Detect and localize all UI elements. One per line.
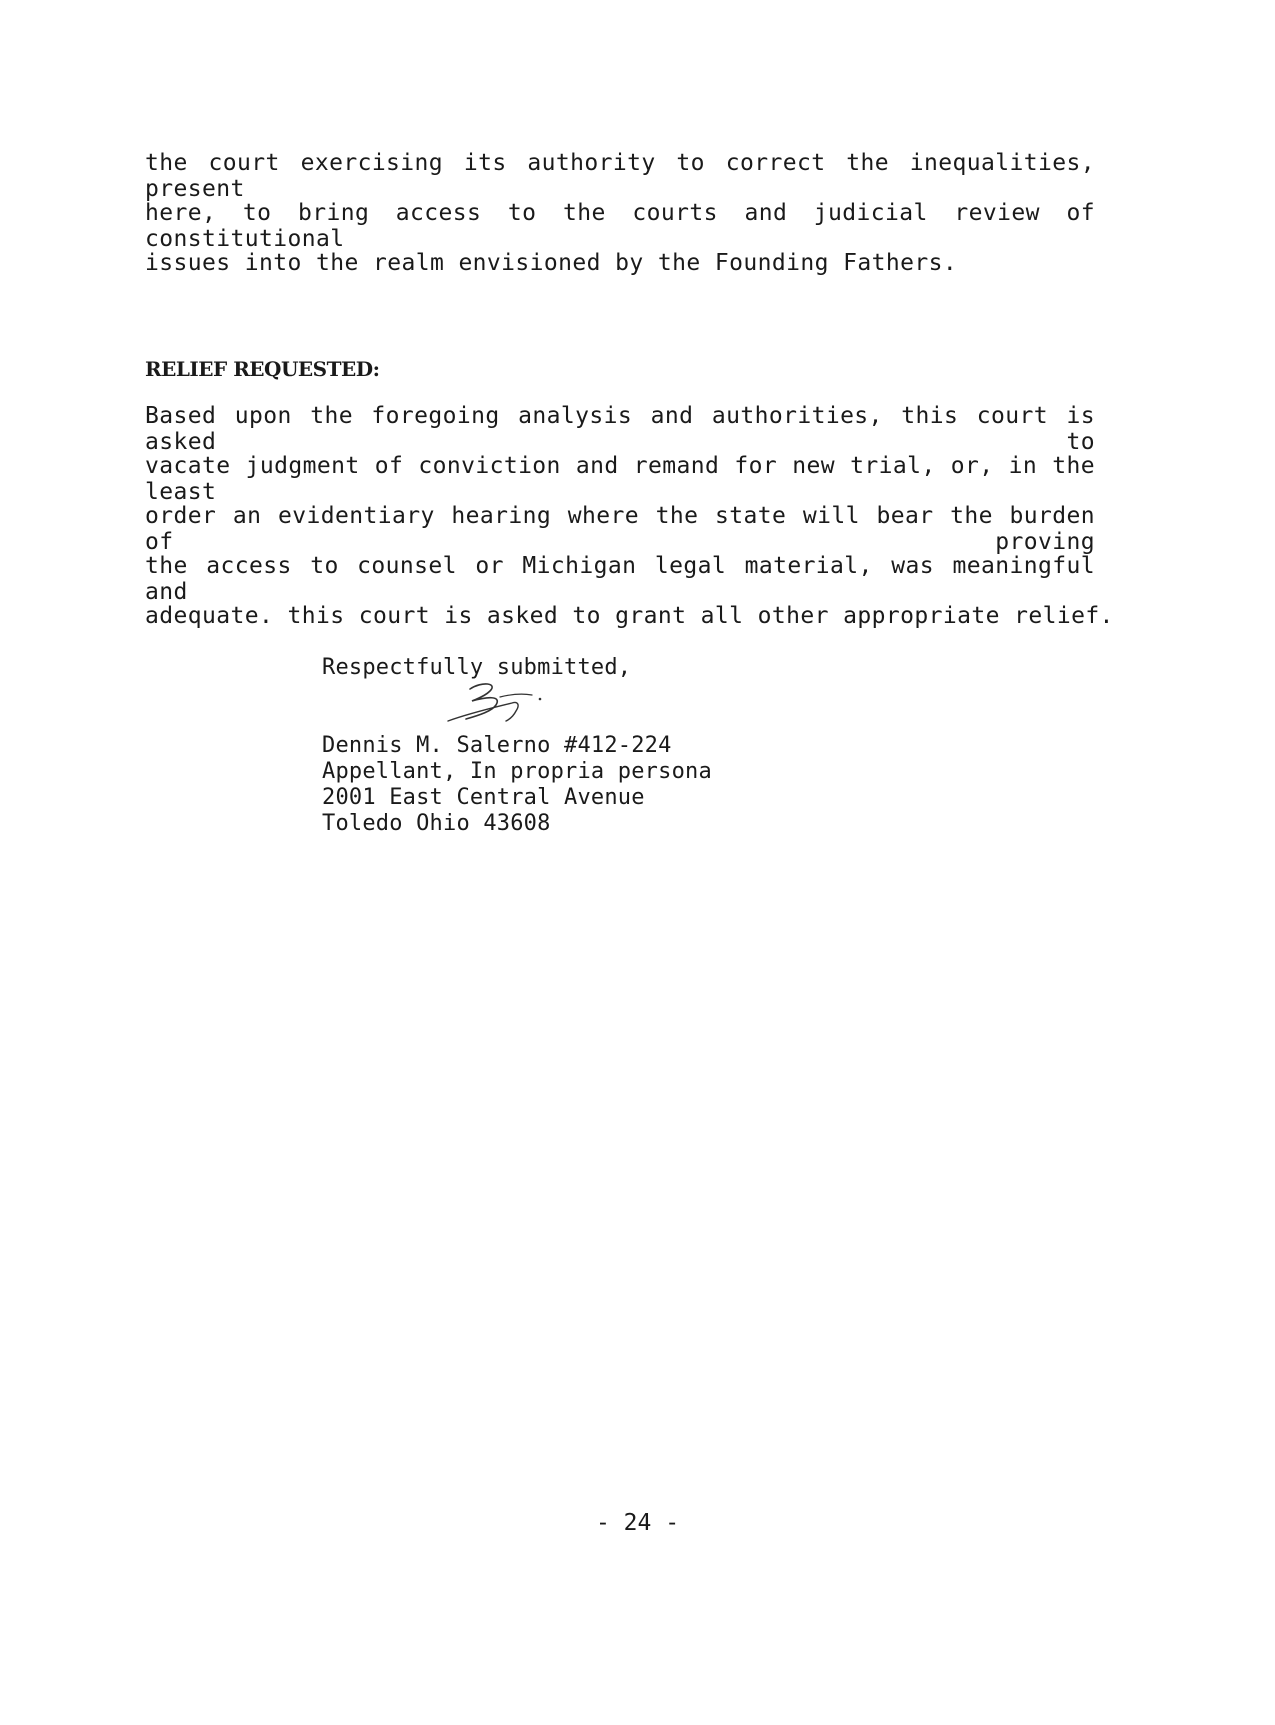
signer-city: Toledo Ohio 43608 [322, 811, 551, 836]
signer-street: 2001 East Central Avenue [322, 785, 645, 810]
handwritten-signature [440, 675, 550, 727]
relief-line-1: Based upon the foregoing analysis and authorities, this court is asked to [145, 403, 1095, 455]
continuation-line-1: the court exercising its authority to correct the inequalities, present [145, 150, 1095, 202]
relief-line-5: adequate. this court is asked to grant all other appropriate relief. [145, 603, 1114, 629]
signer-role: Appellant, In propria persona [322, 759, 712, 784]
page-number: - 24 - [595, 1510, 680, 1536]
relief-line-3: order an evidentiary hearing where the state will bear the burden of proving [145, 503, 1095, 555]
closing-text: Respectfully submitted, [322, 655, 632, 680]
continuation-line-3: issues into the realm envisioned by the Founding Fathers. [145, 250, 958, 276]
relief-heading: RELIEF REQUESTED: [145, 357, 380, 381]
continuation-line-2: here, to bring access to the courts and judicial review of constitutional [145, 200, 1095, 252]
relief-line-2: vacate judgment of conviction and remand for new trial, or, in the least [145, 453, 1095, 505]
signer-name: Dennis M. Salerno #412-224 [322, 733, 672, 758]
relief-line-4: the access to counsel or Michigan legal material, was meaningful and [145, 553, 1095, 605]
